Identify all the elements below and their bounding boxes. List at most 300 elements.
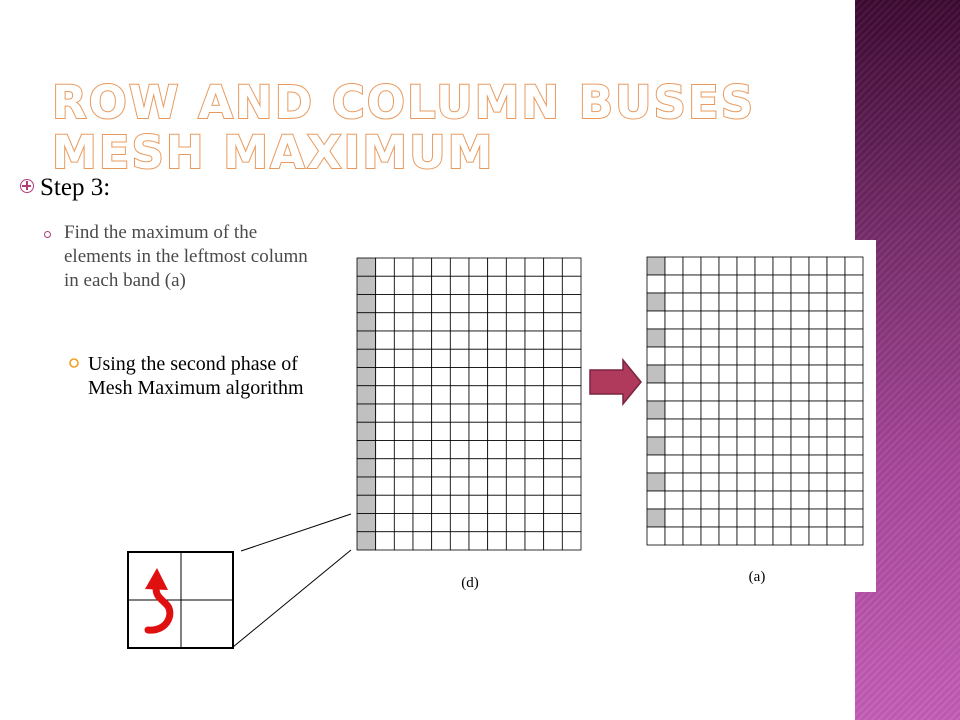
bullet-level1-text: Step 3: bbox=[40, 174, 111, 201]
mesh-cell bbox=[719, 473, 737, 491]
mesh-cell bbox=[432, 258, 451, 276]
mesh-cell bbox=[647, 455, 665, 473]
mesh-cell bbox=[450, 331, 469, 349]
mesh-cell bbox=[413, 331, 432, 349]
mesh-cell bbox=[394, 331, 413, 349]
mesh-cell bbox=[506, 422, 525, 440]
mesh-cell bbox=[469, 276, 488, 294]
mesh-cell bbox=[506, 404, 525, 422]
mesh-cell bbox=[719, 419, 737, 437]
mesh-cell bbox=[544, 258, 563, 276]
mesh-cell bbox=[791, 275, 809, 293]
mesh-cell bbox=[432, 514, 451, 532]
mesh-cell-shaded bbox=[357, 532, 376, 550]
mesh-cell bbox=[773, 527, 791, 545]
mesh-cell bbox=[647, 347, 665, 365]
mesh-cell bbox=[413, 422, 432, 440]
mesh-cell bbox=[450, 459, 469, 477]
mesh-cell bbox=[737, 365, 755, 383]
mesh-cell bbox=[737, 257, 755, 275]
mesh-grid-d bbox=[357, 258, 581, 550]
mesh-cell bbox=[488, 532, 507, 550]
mesh-cell bbox=[488, 422, 507, 440]
mesh-cell bbox=[773, 275, 791, 293]
mesh-cell bbox=[525, 477, 544, 495]
mesh-cell bbox=[488, 331, 507, 349]
mesh-cell bbox=[432, 295, 451, 313]
mesh-cell bbox=[413, 477, 432, 495]
mesh-cell-shaded bbox=[647, 437, 665, 455]
mesh-cell bbox=[683, 329, 701, 347]
mesh-cell bbox=[719, 347, 737, 365]
mesh-grid-a bbox=[647, 257, 863, 545]
mesh-cell-shaded bbox=[357, 331, 376, 349]
mesh-cell bbox=[665, 527, 683, 545]
mesh-cell bbox=[845, 527, 863, 545]
mesh-cell bbox=[773, 329, 791, 347]
mesh-cell bbox=[773, 293, 791, 311]
mesh-cell bbox=[525, 514, 544, 532]
mesh-cell-shaded bbox=[647, 473, 665, 491]
mesh-cell bbox=[450, 441, 469, 459]
mesh-cell bbox=[562, 495, 581, 513]
mesh-cell bbox=[562, 331, 581, 349]
mesh-cell bbox=[665, 473, 683, 491]
mesh-cell-shaded bbox=[357, 368, 376, 386]
mesh-cell bbox=[809, 329, 827, 347]
mesh-cell bbox=[665, 257, 683, 275]
mesh-cell bbox=[647, 527, 665, 545]
mesh-cell bbox=[809, 257, 827, 275]
mesh-cell bbox=[544, 331, 563, 349]
mesh-cell bbox=[809, 293, 827, 311]
mesh-cell bbox=[525, 276, 544, 294]
mesh-cell bbox=[773, 473, 791, 491]
mesh-cell bbox=[845, 311, 863, 329]
mesh-cell bbox=[469, 331, 488, 349]
mesh-cell bbox=[683, 257, 701, 275]
mesh-cell bbox=[544, 404, 563, 422]
mesh-cell bbox=[755, 419, 773, 437]
mesh-cell bbox=[701, 257, 719, 275]
mesh-cell bbox=[394, 368, 413, 386]
mesh-cell bbox=[525, 495, 544, 513]
mesh-cell bbox=[413, 368, 432, 386]
mesh-cell-shaded bbox=[357, 441, 376, 459]
mesh-cell bbox=[647, 275, 665, 293]
mesh-cell bbox=[773, 347, 791, 365]
mesh-cell bbox=[506, 477, 525, 495]
mesh-cell bbox=[394, 495, 413, 513]
mesh-cell bbox=[450, 386, 469, 404]
mesh-cell bbox=[665, 509, 683, 527]
mesh-cell bbox=[376, 258, 395, 276]
mesh-cell bbox=[755, 491, 773, 509]
mesh-cell-shaded bbox=[357, 404, 376, 422]
mesh-cell bbox=[544, 422, 563, 440]
mesh-cell bbox=[683, 311, 701, 329]
mesh-cell bbox=[488, 258, 507, 276]
mesh-cell bbox=[376, 495, 395, 513]
mesh-cell bbox=[809, 383, 827, 401]
mesh-cell bbox=[701, 383, 719, 401]
mesh-cell bbox=[737, 347, 755, 365]
mesh-cell bbox=[773, 365, 791, 383]
mesh-cell-shaded bbox=[357, 514, 376, 532]
mesh-cell bbox=[755, 437, 773, 455]
mesh-cell bbox=[719, 455, 737, 473]
mesh-cell bbox=[701, 419, 719, 437]
mesh-cell bbox=[755, 401, 773, 419]
mesh-cell-shaded bbox=[357, 313, 376, 331]
mesh-cell bbox=[701, 311, 719, 329]
mesh-cell bbox=[413, 386, 432, 404]
mesh-cell bbox=[450, 313, 469, 331]
zoom-cell-box bbox=[128, 552, 233, 648]
mesh-cell bbox=[701, 509, 719, 527]
mesh-cell bbox=[469, 441, 488, 459]
mesh-cell bbox=[737, 473, 755, 491]
mesh-cell bbox=[755, 509, 773, 527]
mesh-cell bbox=[737, 311, 755, 329]
mesh-cell bbox=[562, 276, 581, 294]
mesh-cell bbox=[845, 257, 863, 275]
mesh-cell bbox=[376, 295, 395, 313]
mesh-cell bbox=[827, 329, 845, 347]
mesh-cell bbox=[394, 459, 413, 477]
mesh-cell bbox=[450, 349, 469, 367]
mesh-cell bbox=[809, 275, 827, 293]
mesh-cell bbox=[525, 386, 544, 404]
mesh-cell bbox=[562, 441, 581, 459]
mesh-cell-shaded bbox=[647, 401, 665, 419]
mesh-cell-shaded bbox=[647, 293, 665, 311]
mesh-cell bbox=[719, 293, 737, 311]
mesh-cell bbox=[506, 368, 525, 386]
mesh-cell bbox=[719, 275, 737, 293]
mesh-cell bbox=[376, 477, 395, 495]
mesh-cell bbox=[432, 532, 451, 550]
mesh-cell bbox=[450, 258, 469, 276]
mesh-cell bbox=[506, 441, 525, 459]
mesh-cell bbox=[376, 349, 395, 367]
mesh-cell bbox=[737, 437, 755, 455]
mesh-cell bbox=[469, 422, 488, 440]
mesh-cell bbox=[773, 491, 791, 509]
mesh-cell bbox=[525, 404, 544, 422]
mesh-cell bbox=[488, 349, 507, 367]
mesh-cell bbox=[683, 293, 701, 311]
mesh-cell bbox=[845, 293, 863, 311]
mesh-cell bbox=[791, 401, 809, 419]
mesh-cell bbox=[737, 419, 755, 437]
mesh-cell bbox=[827, 455, 845, 473]
mesh-cell bbox=[376, 368, 395, 386]
mesh-cell bbox=[665, 311, 683, 329]
mesh-cell-shaded bbox=[357, 459, 376, 477]
mesh-cell bbox=[525, 532, 544, 550]
mesh-cell bbox=[683, 347, 701, 365]
figure-label-a: (a) bbox=[748, 569, 766, 585]
mesh-cell bbox=[544, 514, 563, 532]
mesh-cell bbox=[773, 455, 791, 473]
mesh-cell bbox=[701, 365, 719, 383]
mesh-cell bbox=[809, 437, 827, 455]
mesh-cell bbox=[562, 386, 581, 404]
mesh-cell bbox=[544, 441, 563, 459]
mesh-cell bbox=[413, 313, 432, 331]
mesh-cell bbox=[413, 349, 432, 367]
mesh-cell bbox=[791, 383, 809, 401]
mesh-cell bbox=[845, 383, 863, 401]
mesh-cell bbox=[665, 329, 683, 347]
mesh-cell-shaded bbox=[357, 276, 376, 294]
mesh-cell bbox=[544, 495, 563, 513]
mesh-cell bbox=[647, 491, 665, 509]
mesh-cell bbox=[791, 293, 809, 311]
mesh-cell bbox=[845, 455, 863, 473]
mesh-cell bbox=[394, 313, 413, 331]
mesh-cell bbox=[506, 386, 525, 404]
mesh-cell bbox=[683, 437, 701, 455]
mesh-cell bbox=[719, 509, 737, 527]
mesh-cell bbox=[562, 404, 581, 422]
mesh-cell bbox=[488, 495, 507, 513]
mesh-cell bbox=[737, 329, 755, 347]
mesh-cell bbox=[506, 276, 525, 294]
mesh-cell bbox=[506, 313, 525, 331]
mesh-cell bbox=[755, 473, 773, 491]
figure-label-d: (d) bbox=[461, 575, 479, 591]
mesh-cell bbox=[827, 419, 845, 437]
mesh-cell bbox=[376, 331, 395, 349]
mesh-cell bbox=[432, 276, 451, 294]
mesh-cell bbox=[469, 258, 488, 276]
mesh-cell bbox=[827, 365, 845, 383]
mesh-cell bbox=[665, 275, 683, 293]
mesh-cell bbox=[791, 347, 809, 365]
mesh-cell bbox=[562, 514, 581, 532]
mesh-cell bbox=[845, 329, 863, 347]
mesh-cell bbox=[488, 404, 507, 422]
mesh-cell bbox=[701, 275, 719, 293]
mesh-cell bbox=[701, 329, 719, 347]
mesh-cell bbox=[469, 368, 488, 386]
mesh-cell-shaded bbox=[647, 509, 665, 527]
mesh-cell bbox=[469, 386, 488, 404]
mesh-cell bbox=[683, 401, 701, 419]
mesh-cell bbox=[376, 422, 395, 440]
mesh-cell-shaded bbox=[357, 422, 376, 440]
mesh-cell bbox=[562, 477, 581, 495]
mesh-cell bbox=[773, 419, 791, 437]
mesh-cell-shaded bbox=[357, 349, 376, 367]
mesh-cell bbox=[719, 401, 737, 419]
mesh-cell bbox=[376, 386, 395, 404]
mesh-cell bbox=[665, 419, 683, 437]
mesh-cell bbox=[469, 295, 488, 313]
mesh-cell bbox=[432, 404, 451, 422]
mesh-cell bbox=[469, 514, 488, 532]
mesh-cell bbox=[394, 514, 413, 532]
mesh-cell bbox=[432, 441, 451, 459]
zoom-line-top bbox=[241, 514, 351, 551]
mesh-cell bbox=[683, 473, 701, 491]
mesh-cell bbox=[488, 386, 507, 404]
mesh-cell bbox=[701, 527, 719, 545]
mesh-cell bbox=[809, 419, 827, 437]
mesh-cell bbox=[683, 527, 701, 545]
mesh-cell bbox=[755, 455, 773, 473]
mesh-cell bbox=[413, 404, 432, 422]
mesh-cell bbox=[506, 331, 525, 349]
mesh-cell bbox=[773, 311, 791, 329]
mesh-cell bbox=[665, 347, 683, 365]
bullet-level3-text: Using the second phase of Mesh Maximum algorithm bbox=[88, 353, 304, 399]
mesh-cell bbox=[827, 401, 845, 419]
mesh-cell-shaded bbox=[647, 365, 665, 383]
mesh-cell-shaded bbox=[647, 329, 665, 347]
mesh-cell bbox=[701, 455, 719, 473]
mesh-cell bbox=[450, 295, 469, 313]
mesh-cell bbox=[432, 477, 451, 495]
mesh-cell bbox=[791, 455, 809, 473]
mesh-cell bbox=[845, 509, 863, 527]
mesh-cell bbox=[450, 477, 469, 495]
zoom-line-bottom bbox=[233, 550, 351, 647]
right-arrow-icon bbox=[590, 360, 641, 404]
mesh-cell bbox=[413, 276, 432, 294]
mesh-cell bbox=[469, 477, 488, 495]
mesh-cell bbox=[506, 349, 525, 367]
mesh-cell bbox=[827, 275, 845, 293]
mesh-cell bbox=[562, 532, 581, 550]
mesh-cell bbox=[827, 527, 845, 545]
bullet-level2-text: Find the maximum of the elements in the leftmost column in each band (a) bbox=[64, 222, 308, 291]
mesh-cell bbox=[488, 441, 507, 459]
mesh-cell bbox=[845, 401, 863, 419]
mesh-cell bbox=[432, 386, 451, 404]
mesh-cell bbox=[683, 509, 701, 527]
mesh-cell bbox=[506, 514, 525, 532]
mesh-cell bbox=[413, 532, 432, 550]
mesh-cell bbox=[665, 401, 683, 419]
mesh-cell bbox=[450, 422, 469, 440]
mesh-cell bbox=[701, 401, 719, 419]
mesh-cell-shaded bbox=[357, 295, 376, 313]
mesh-cell bbox=[773, 383, 791, 401]
mesh-cell bbox=[665, 365, 683, 383]
mesh-cell bbox=[394, 404, 413, 422]
mesh-cell bbox=[683, 491, 701, 509]
mesh-cell bbox=[413, 441, 432, 459]
mesh-cell bbox=[827, 509, 845, 527]
mesh-cell bbox=[488, 368, 507, 386]
mesh-cell bbox=[737, 383, 755, 401]
mesh-cell bbox=[791, 257, 809, 275]
mesh-cell bbox=[394, 532, 413, 550]
mesh-cell bbox=[665, 491, 683, 509]
mesh-cell bbox=[525, 441, 544, 459]
mesh-cell bbox=[432, 313, 451, 331]
mesh-cell bbox=[544, 532, 563, 550]
mesh-cell bbox=[376, 276, 395, 294]
mesh-cell bbox=[488, 459, 507, 477]
mesh-cell-shaded bbox=[357, 495, 376, 513]
mesh-cell bbox=[719, 527, 737, 545]
mesh-cell bbox=[665, 293, 683, 311]
mesh-cell bbox=[791, 437, 809, 455]
mesh-cell bbox=[737, 401, 755, 419]
mesh-cell bbox=[394, 276, 413, 294]
mesh-cell bbox=[809, 527, 827, 545]
mesh-cell bbox=[845, 365, 863, 383]
mesh-cell bbox=[394, 477, 413, 495]
mesh-cell bbox=[450, 276, 469, 294]
mesh-cell bbox=[737, 293, 755, 311]
mesh-cell bbox=[683, 455, 701, 473]
mesh-cell bbox=[755, 527, 773, 545]
mesh-cell bbox=[845, 437, 863, 455]
mesh-cell bbox=[809, 401, 827, 419]
mesh-cell bbox=[506, 459, 525, 477]
mesh-cell bbox=[827, 473, 845, 491]
mesh-cell bbox=[525, 459, 544, 477]
mesh-cell bbox=[665, 437, 683, 455]
mesh-cell bbox=[562, 349, 581, 367]
mesh-cell bbox=[701, 293, 719, 311]
mesh-cell bbox=[394, 258, 413, 276]
mesh-cell bbox=[791, 365, 809, 383]
mesh-cell bbox=[683, 275, 701, 293]
mesh-cell bbox=[827, 293, 845, 311]
mesh-cell bbox=[544, 459, 563, 477]
mesh-cell bbox=[376, 532, 395, 550]
mesh-cell bbox=[469, 349, 488, 367]
mesh-cell bbox=[394, 295, 413, 313]
mesh-cell bbox=[845, 419, 863, 437]
mesh-cell bbox=[525, 313, 544, 331]
slide-title: ROW AND COLUMN BUSES MESH MAXIMUM bbox=[52, 76, 756, 179]
mesh-cell bbox=[469, 313, 488, 331]
mesh-cell bbox=[719, 257, 737, 275]
mesh-cell bbox=[562, 295, 581, 313]
mesh-cell bbox=[701, 347, 719, 365]
mesh-cell bbox=[737, 491, 755, 509]
mesh-cell bbox=[755, 329, 773, 347]
mesh-cell bbox=[683, 365, 701, 383]
mesh-cell bbox=[525, 368, 544, 386]
mesh-cell bbox=[755, 311, 773, 329]
mesh-cell bbox=[773, 257, 791, 275]
mesh-cell bbox=[432, 368, 451, 386]
mesh-cell bbox=[809, 509, 827, 527]
mesh-cell bbox=[506, 295, 525, 313]
mesh-cell bbox=[809, 365, 827, 383]
mesh-cell bbox=[755, 275, 773, 293]
mesh-cell bbox=[488, 295, 507, 313]
mesh-cell bbox=[413, 459, 432, 477]
mesh-cell bbox=[755, 365, 773, 383]
mesh-cell bbox=[413, 495, 432, 513]
mesh-cell bbox=[791, 311, 809, 329]
mesh-cell bbox=[544, 368, 563, 386]
mesh-cell bbox=[469, 532, 488, 550]
mesh-cell bbox=[376, 514, 395, 532]
mesh-cell bbox=[525, 422, 544, 440]
mesh-cell bbox=[394, 441, 413, 459]
mesh-cell bbox=[544, 295, 563, 313]
